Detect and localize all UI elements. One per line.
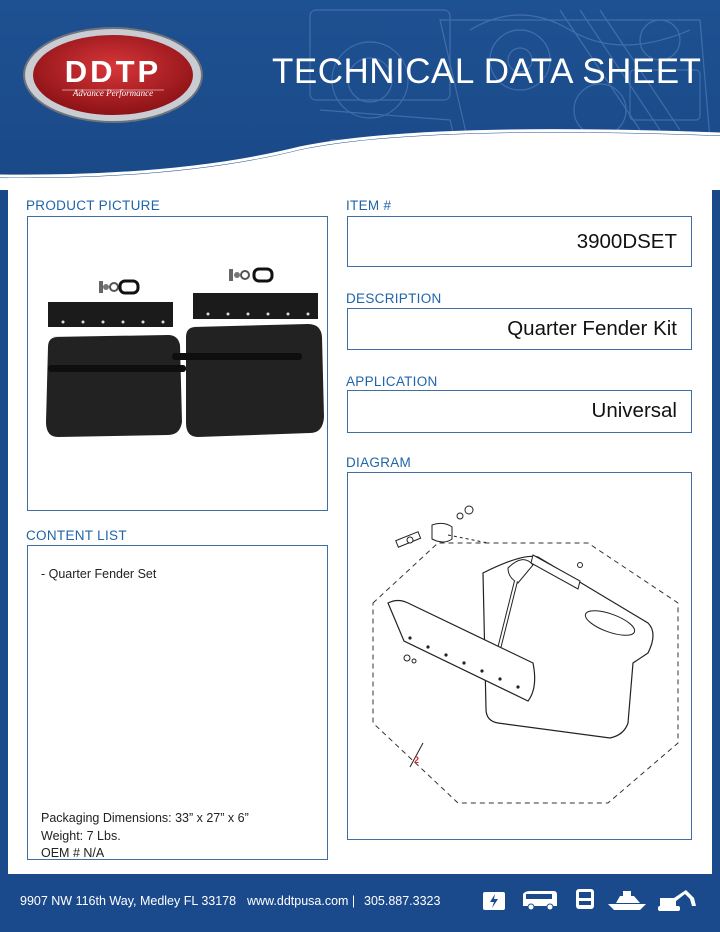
footer-website[interactable]: www.ddtpusa.com | (247, 894, 356, 908)
truck-icon (572, 886, 598, 914)
weight: Weight: 7 Lbs. (41, 829, 121, 843)
diagram-callout-number: 2 (414, 755, 420, 765)
packaging-dimensions: Packaging Dimensions: 33” x 27” x 6” (41, 811, 249, 825)
description-box (347, 308, 692, 350)
hardware-right (229, 269, 272, 281)
footer (0, 874, 720, 932)
oem-number: OEM # N/A (41, 846, 105, 860)
hardware-left (99, 281, 138, 293)
logo-text: DDTP (64, 54, 162, 89)
content-list-box (27, 545, 328, 860)
application-label: APPLICATION (346, 374, 438, 389)
page-title: TECHNICAL DATA SHEET (272, 52, 702, 91)
footer-phone: 305.887.3323 (364, 894, 441, 908)
header-swoosh (0, 120, 720, 190)
content-list-label: CONTENT LIST (26, 528, 127, 543)
diagram-label: DIAGRAM (346, 455, 412, 470)
description-value: Quarter Fender Kit (507, 317, 677, 340)
electrical-icon (480, 886, 508, 914)
ddtp-logo (22, 26, 204, 124)
item-number-label: ITEM # (346, 198, 392, 213)
item-number-value: 3900DSET (576, 230, 677, 253)
content-list-item: - Quarter Fender Set (41, 567, 157, 581)
exploded-diagram (348, 473, 691, 839)
boat-icon (606, 886, 650, 914)
product-photo (28, 217, 327, 510)
item-number-box (347, 216, 692, 267)
diagram-box (347, 472, 692, 840)
application-box (347, 390, 692, 433)
application-value: Universal (591, 399, 677, 422)
product-picture-box (27, 216, 328, 511)
footer-address: 9907 NW 116th Way, Medley FL 33178 (20, 894, 237, 908)
bus-icon (520, 886, 560, 914)
product-picture-label: PRODUCT PICTURE (26, 198, 161, 213)
excavator-icon (656, 886, 700, 914)
description-label: DESCRIPTION (346, 291, 442, 306)
logo-tagline: Advance Performance (72, 88, 154, 98)
